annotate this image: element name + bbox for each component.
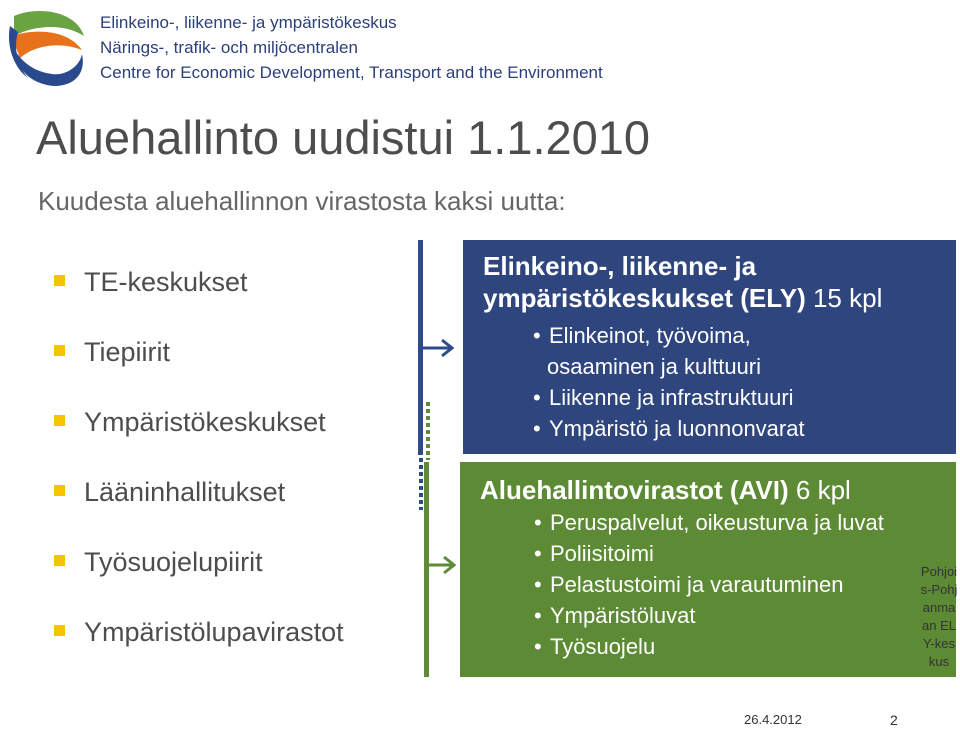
page-number: 2 (890, 712, 898, 728)
bullet-dot-icon: • (533, 323, 541, 348)
list-item: • Ympäristö ja luonnonvarat (549, 413, 805, 444)
avi-box (460, 462, 956, 677)
ely-name-line1: Elinkeino-, liikenne- ja (483, 251, 757, 281)
list-item: • Pelastustoimi ja varautuminen (550, 569, 884, 600)
footer-date: 26.4.2012 (744, 712, 802, 727)
ely-logo-icon (6, 6, 86, 86)
list-item: Lääninhallitukset (54, 472, 344, 542)
list-item: TE-keskukset (54, 262, 344, 332)
bullet-dot-icon: • (534, 510, 542, 535)
ely-box (463, 240, 956, 454)
avi-arrow-icon (426, 553, 462, 577)
ely-name-line2: ympäristökeskukset (ELY) (483, 283, 806, 313)
bullet-dot-icon: • (534, 634, 542, 659)
former-agencies-list (54, 262, 344, 682)
avi-heading (480, 474, 851, 506)
avi-dashed-connector (426, 402, 430, 460)
organization-name (100, 10, 603, 85)
square-bullet-icon (54, 275, 65, 286)
square-bullet-icon (54, 415, 65, 426)
square-bullet-icon (54, 555, 65, 566)
bullet-dot-icon: • (533, 416, 541, 441)
org-name-swedish: Närings-, trafik- och miljöcentralen (100, 38, 358, 57)
slide-subtitle: Kuudesta aluehallinnon virastosta kaksi uutta: (38, 186, 566, 216)
ely-count: 15 kpl (805, 283, 883, 313)
list-item: • Liikenne ja infrastruktuuri (549, 382, 805, 413)
square-bullet-icon (54, 485, 65, 496)
bullet-dot-icon: • (534, 603, 542, 628)
bullet-dot-icon: • (533, 385, 541, 410)
list-item: Tiepiirit (54, 332, 344, 402)
list-item: Työsuojelupiirit (54, 542, 344, 612)
square-bullet-icon (54, 345, 65, 356)
ely-dashed-connector (419, 458, 423, 510)
bullet-dot-icon: • (534, 572, 542, 597)
slide-title: Aluehallinto uudistui 1.1.2010 (36, 111, 651, 164)
list-item: • Peruspalvelut, oikeusturva ja luvat (550, 507, 884, 538)
list-item: Ympäristölupavirastot (54, 612, 344, 682)
list-item: • Poliisitoimi (550, 538, 884, 569)
ely-heading (483, 250, 882, 314)
org-name-english: Centre for Economic Development, Transport and the Environment (100, 63, 603, 82)
list-item: • Työsuojelu (550, 631, 884, 662)
bullet-dot-icon: • (534, 541, 542, 566)
square-bullet-icon (54, 625, 65, 636)
list-item: • Elinkeinot, työvoima, (549, 320, 805, 351)
avi-count: 6 kpl (788, 475, 851, 505)
list-item: osaaminen ja kulttuuri (547, 354, 762, 379)
footer-side-note: Pohjois-Pohjanmaan ELY-keskus (920, 564, 958, 669)
avi-name: Aluehallintovirastot (AVI) (480, 475, 789, 505)
list-item: Ympäristökeskukset (54, 402, 344, 472)
org-name-finnish: Elinkeino-, liikenne- ja ympäristökeskus (100, 13, 397, 32)
list-item: • Ympäristöluvat (550, 600, 884, 631)
avi-duties-list (534, 507, 884, 662)
ely-duties-list (533, 320, 805, 444)
ely-arrow-icon (420, 336, 460, 360)
